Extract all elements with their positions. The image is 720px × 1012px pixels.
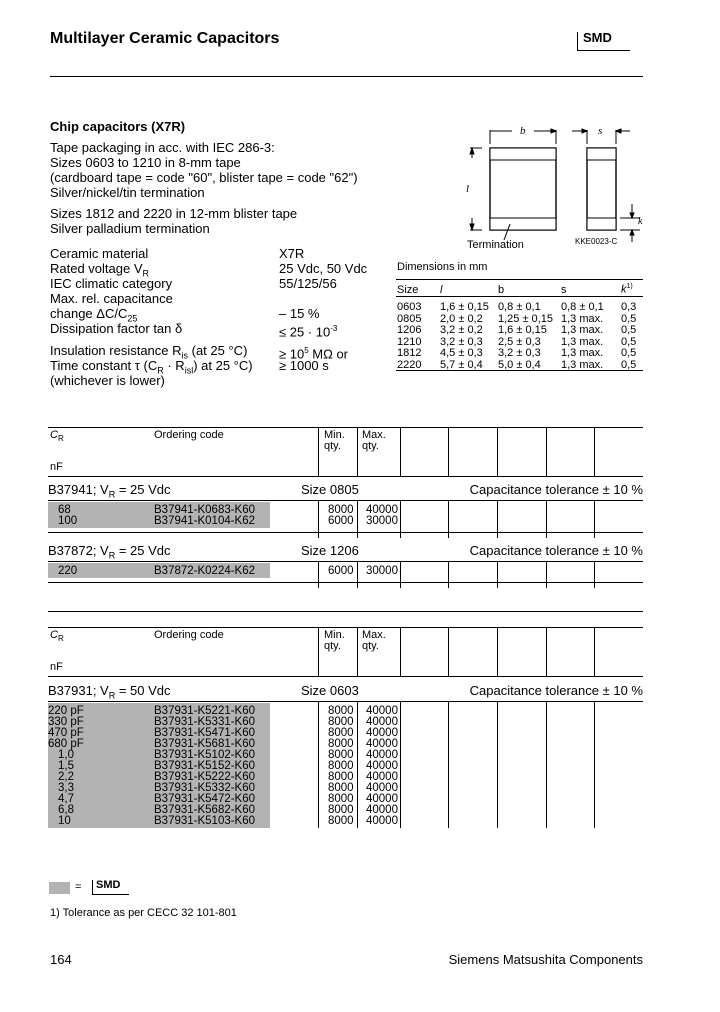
- ordering-table-2: [48, 620, 643, 860]
- ordering-code: B37931-K5103-K60: [154, 815, 256, 827]
- grid-vline: [594, 427, 595, 476]
- dim-cell: 5,7 ± 0,4: [440, 358, 483, 371]
- dim-cell: 0,8 ± 0,1: [561, 301, 604, 313]
- cr-value: 220 pF: [48, 705, 84, 717]
- cr-value: 330 pF: [48, 716, 84, 728]
- min-qty: 8000: [328, 738, 354, 750]
- cr-value: 10: [58, 815, 71, 827]
- col-header-cr: [50, 630, 64, 644]
- col-header-cr: [50, 430, 64, 444]
- grid-vline: [594, 701, 595, 828]
- tolerance-label: Capacitance tolerance ± 10 %: [469, 683, 643, 698]
- grid-vline: [318, 427, 319, 476]
- header-rule: [50, 76, 643, 77]
- dim-cell: 2220: [397, 358, 422, 371]
- spec-timeconst-label: Time constant τ $(C_R \cdot R_{isl})$ at 25 °C): [50, 358, 253, 376]
- ordering-code: B37931-K5681-K60: [154, 738, 256, 750]
- dim-cell: 0,5: [621, 335, 637, 348]
- ordering-code: B37941-K0683-K60: [154, 504, 256, 516]
- series-tail: = 25 Vdc: [115, 543, 171, 558]
- col-header-min: qty.: [324, 440, 341, 452]
- label-s: s: [598, 125, 603, 137]
- intro-line: Sizes 1812 and 2220 in 12-mm blister tape: [50, 206, 298, 221]
- min-qty: 8000: [328, 504, 354, 516]
- max-qty: 40000: [366, 760, 398, 772]
- grid-vline: [594, 500, 595, 538]
- label-k: k: [638, 216, 643, 227]
- grid-vline: [497, 627, 498, 676]
- grid-vline: [594, 627, 595, 676]
- grid-vline: [448, 427, 449, 476]
- col-header-max: qty.: [362, 640, 379, 652]
- legend-equals: =: [75, 881, 82, 893]
- intro-line: Silver/nickel/tin termination: [50, 185, 205, 200]
- grid-vline: [400, 701, 401, 828]
- grid-vline: [594, 561, 595, 588]
- grid-vline: [400, 427, 401, 476]
- legend-smd-logo: [96, 879, 120, 891]
- group-rule: [48, 701, 643, 702]
- dim-cell: 4,5 ± 0,3: [440, 347, 483, 359]
- max-qty: 40000: [366, 815, 398, 827]
- dimension-drawing: [460, 120, 650, 255]
- cr-value: 6,8: [58, 804, 74, 816]
- spec-dissipation-label: Dissipation factor tan δ: [50, 321, 183, 336]
- spec-maxrel-label: Max. rel. capacitance: [50, 291, 173, 306]
- cr-value: 470 pF: [48, 727, 84, 739]
- spec-timeconst-value: ≥ 1000 s: [279, 358, 329, 373]
- grid-vline: [357, 500, 358, 538]
- ordering-code: B37931-K5222-K60: [154, 771, 256, 783]
- dim-cell: 3,2 ± 0,2: [440, 324, 483, 336]
- grid-vline: [357, 627, 358, 676]
- min-qty: 8000: [328, 782, 354, 794]
- col-header-max: qty.: [362, 440, 379, 452]
- termination-label: Termination: [467, 239, 524, 251]
- grid-vline: [357, 561, 358, 588]
- col-header-max: Max.: [362, 629, 386, 641]
- smd-logo-text: SMD: [583, 30, 612, 45]
- grid-vline: [357, 427, 358, 476]
- series-label: [48, 683, 171, 701]
- min-qty: 8000: [328, 815, 354, 827]
- max-qty: 40000: [366, 727, 398, 739]
- dim-cell: 1812: [397, 347, 422, 359]
- min-qty: 8000: [328, 793, 354, 805]
- grid-vline: [497, 500, 498, 538]
- spec-climatic-value: 55/125/56: [279, 276, 337, 291]
- spec-insulation-value: ≥ $10^5$ MΩ or: [279, 346, 349, 362]
- dim-col-k: $k^{1)}$: [621, 283, 633, 296]
- col-header-cr-sub: R: [57, 634, 64, 644]
- footnote: 1) Tolerance as per CECC 32 101-801: [50, 907, 237, 919]
- page-title: Multilayer Ceramic Capacitors: [50, 30, 280, 47]
- cr-value: 68: [58, 504, 71, 516]
- intro-line: Sizes 0603 to 1210 in 8-mm tape: [50, 155, 241, 170]
- col-header-order: Ordering code: [154, 429, 224, 441]
- ordering-code: B37872-K0224-K62: [154, 565, 256, 577]
- header-rule: [48, 627, 643, 628]
- spec-ceramic-value: X7R: [279, 246, 305, 261]
- group-rule: [48, 561, 643, 562]
- label-l: l: [466, 183, 470, 195]
- grid-vline: [318, 701, 319, 828]
- dim-cell: 1,6 ± 0,15: [440, 301, 489, 313]
- ordering-code: B37931-K5471-K60: [154, 727, 256, 739]
- dim-cell: 0,3: [621, 301, 637, 313]
- max-qty: 40000: [366, 782, 398, 794]
- max-qty: 40000: [366, 716, 398, 728]
- max-qty: 40000: [366, 705, 398, 717]
- ordering-code: B37931-K5221-K60: [154, 705, 256, 717]
- cr-value: 3,3: [58, 782, 74, 794]
- dim-cell: 3,2 ± 0,3: [440, 335, 483, 348]
- spec-ceramic-label: Ceramic material: [50, 246, 149, 261]
- ordering-code: B37941-K0104-K62: [154, 515, 256, 527]
- min-qty: 8000: [328, 804, 354, 816]
- series-tail: = 25 Vdc: [115, 482, 171, 497]
- size-label: Size 1206: [301, 543, 359, 558]
- dim-cell: 5,0 ± 0,4: [498, 358, 541, 371]
- grid-vline: [318, 627, 319, 676]
- cr-value: 2,2: [58, 771, 74, 783]
- dim-cell: 2,5 ± 0,3: [498, 335, 541, 348]
- dim-cell: 0,5: [621, 347, 637, 359]
- intro-line: Silver palladium termination: [50, 221, 210, 236]
- header-rule: [48, 476, 643, 477]
- dim-cell: 3,2 ± 0,3: [498, 347, 541, 359]
- ordering-code: B37931-K5331-K60: [154, 716, 256, 728]
- spec-insulation-label: Insulation resistance $R_{is}$ (at 25 °C): [50, 343, 248, 361]
- dim-cell: 0,5: [621, 312, 637, 325]
- grid-vline: [497, 427, 498, 476]
- unit-label: nF: [50, 461, 63, 473]
- dim-cell: 1,3 max.: [561, 312, 604, 325]
- section-heading: Chip capacitors (X7R): [50, 119, 186, 134]
- tolerance-label: Capacitance tolerance ± 10 %: [469, 543, 643, 558]
- min-qty: 6000: [328, 565, 354, 577]
- spec-change-value: – 15 %: [279, 306, 320, 321]
- ordering-table-1: [48, 420, 643, 610]
- dim-col-l: l: [440, 284, 443, 296]
- grid-vline: [448, 701, 449, 828]
- series-sub: R: [108, 690, 116, 701]
- dim-col-s: s: [561, 284, 567, 296]
- cr-value: 100: [58, 515, 78, 527]
- grid-vline: [448, 627, 449, 676]
- min-qty: 8000: [328, 716, 354, 728]
- max-qty: 30000: [366, 565, 398, 577]
- intro-line: Tape packaging in acc. with IEC 286-3:: [50, 140, 275, 155]
- max-qty: 40000: [366, 793, 398, 805]
- dim-cell: 1,3 max.: [561, 347, 604, 359]
- dim-cell: 0603: [397, 301, 422, 313]
- group-rule: [48, 532, 643, 533]
- series-name: B37941; V: [48, 482, 109, 497]
- grid-vline: [546, 500, 547, 538]
- dim-cell: 1,3 max.: [561, 335, 604, 348]
- footer-company: Siemens Matsushita Components: [448, 952, 643, 967]
- legend-smd-frame: [92, 880, 129, 895]
- grid-vline: [497, 701, 498, 828]
- dim-rule-top: [396, 279, 643, 280]
- col-header-order: Ordering code: [154, 629, 224, 641]
- grid-vline: [357, 701, 358, 828]
- series-tail: = 50 Vdc: [115, 683, 171, 698]
- series-name: B37931; V: [48, 683, 109, 698]
- dim-cell: 1210: [397, 335, 422, 348]
- grid-vline: [546, 701, 547, 828]
- series-sub: R: [108, 489, 116, 500]
- dim-cell: 1206: [397, 324, 422, 336]
- min-qty: 8000: [328, 705, 354, 717]
- dim-col-size: Size: [397, 284, 419, 296]
- dim-cell: 2,0 ± 0,2: [440, 312, 483, 325]
- cr-value: 680 pF: [48, 738, 84, 750]
- page-number: 164: [50, 952, 72, 967]
- dim-cell: 0,5: [621, 324, 637, 336]
- size-label: Size 0603: [301, 683, 359, 698]
- unit-label: nF: [50, 661, 63, 673]
- max-qty: 40000: [366, 504, 398, 516]
- dim-cell: 1,25 ± 0,15: [498, 312, 553, 325]
- col-header-cr-text: C: [50, 629, 58, 641]
- spec-voltage-label: Rated voltage $V_R$: [50, 261, 150, 279]
- grid-vline: [448, 561, 449, 588]
- grid-vline: [546, 627, 547, 676]
- min-qty: 8000: [328, 727, 354, 739]
- dim-rule-mid: [396, 296, 643, 297]
- grid-vline: [318, 500, 319, 538]
- tolerance-label: Capacitance tolerance ± 10 %: [469, 482, 643, 497]
- dimensions-caption: Dimensions in mm: [397, 261, 488, 273]
- col-header-min: qty.: [324, 640, 341, 652]
- intro-line: (cardboard tape = code "60", blister tape = code "62"): [50, 170, 358, 185]
- grid-vline: [400, 500, 401, 538]
- smd-logo-frame: [577, 32, 630, 51]
- spec-whichever-label: (whichever is lower): [50, 373, 165, 388]
- legend-smd-text: SMD: [96, 879, 121, 891]
- grid-vline: [546, 561, 547, 588]
- dim-cell: 0,8 ± 0,1: [498, 301, 541, 313]
- ordering-code: B37931-K5682-K60: [154, 804, 256, 816]
- series-label: [48, 482, 171, 500]
- dim-cell: 1,3 max.: [561, 324, 604, 336]
- spec-dissipation-value: ≤ $25 \cdot 10^{-3}$: [279, 324, 338, 340]
- col-header-min: Min.: [324, 629, 345, 641]
- col-header-max: Max.: [362, 429, 386, 441]
- ordering-code: B37931-K5152-K60: [154, 760, 256, 772]
- grid-vline: [448, 500, 449, 538]
- cr-value: 4,7: [58, 793, 74, 805]
- cr-value: 220: [58, 565, 78, 577]
- group-rule: [48, 500, 643, 501]
- min-qty: 8000: [328, 749, 354, 761]
- spec-climatic-label: IEC climatic category: [50, 276, 173, 291]
- ordering-code: B37931-K5332-K60: [154, 782, 256, 794]
- dim-cell: 0,5: [621, 358, 637, 371]
- dim-cell: 0805: [397, 312, 422, 325]
- max-qty: 30000: [366, 515, 398, 527]
- dim-cell: 1,3 max.: [561, 358, 604, 371]
- intro-text: [50, 140, 358, 236]
- bottom-rule: [48, 611, 643, 612]
- drawing-code: KKE0023-C: [575, 237, 618, 246]
- group-rule: [48, 582, 643, 583]
- series-name: B37872; V: [48, 543, 109, 558]
- min-qty: 8000: [328, 760, 354, 772]
- header-rule: [48, 427, 643, 428]
- smd-logo: [583, 30, 612, 45]
- grid-vline: [318, 561, 319, 588]
- size-label: Size 0805: [301, 482, 359, 497]
- max-qty: 40000: [366, 749, 398, 761]
- grid-vline: [400, 627, 401, 676]
- cr-value: 1,5: [58, 760, 74, 772]
- ordering-code: B37931-K5102-K60: [154, 749, 256, 761]
- grid-vline: [546, 427, 547, 476]
- header-rule: [48, 676, 643, 677]
- cr-value: 1,0: [58, 749, 74, 761]
- label-b: b: [520, 125, 526, 137]
- spec-change-label: change $\Delta C/C_{25}$: [50, 306, 138, 324]
- min-qty: 8000: [328, 771, 354, 783]
- dim-cell: 1,6 ± 0,15: [498, 324, 547, 336]
- col-header-cr-sub: R: [57, 434, 64, 444]
- legend-swatch: [49, 882, 70, 894]
- min-qty: 6000: [328, 515, 354, 527]
- grid-vline: [400, 561, 401, 588]
- col-header-cr-text: C: [50, 429, 58, 441]
- ordering-code: B37931-K5472-K60: [154, 793, 256, 805]
- series-label: [48, 543, 171, 561]
- col-header-min: Min.: [324, 429, 345, 441]
- spec-voltage-value: 25 Vdc, 50 Vdc: [279, 261, 368, 276]
- series-sub: R: [108, 550, 116, 561]
- max-qty: 40000: [366, 804, 398, 816]
- max-qty: 40000: [366, 738, 398, 750]
- grid-vline: [497, 561, 498, 588]
- dim-col-b: b: [498, 284, 505, 296]
- max-qty: 40000: [366, 771, 398, 783]
